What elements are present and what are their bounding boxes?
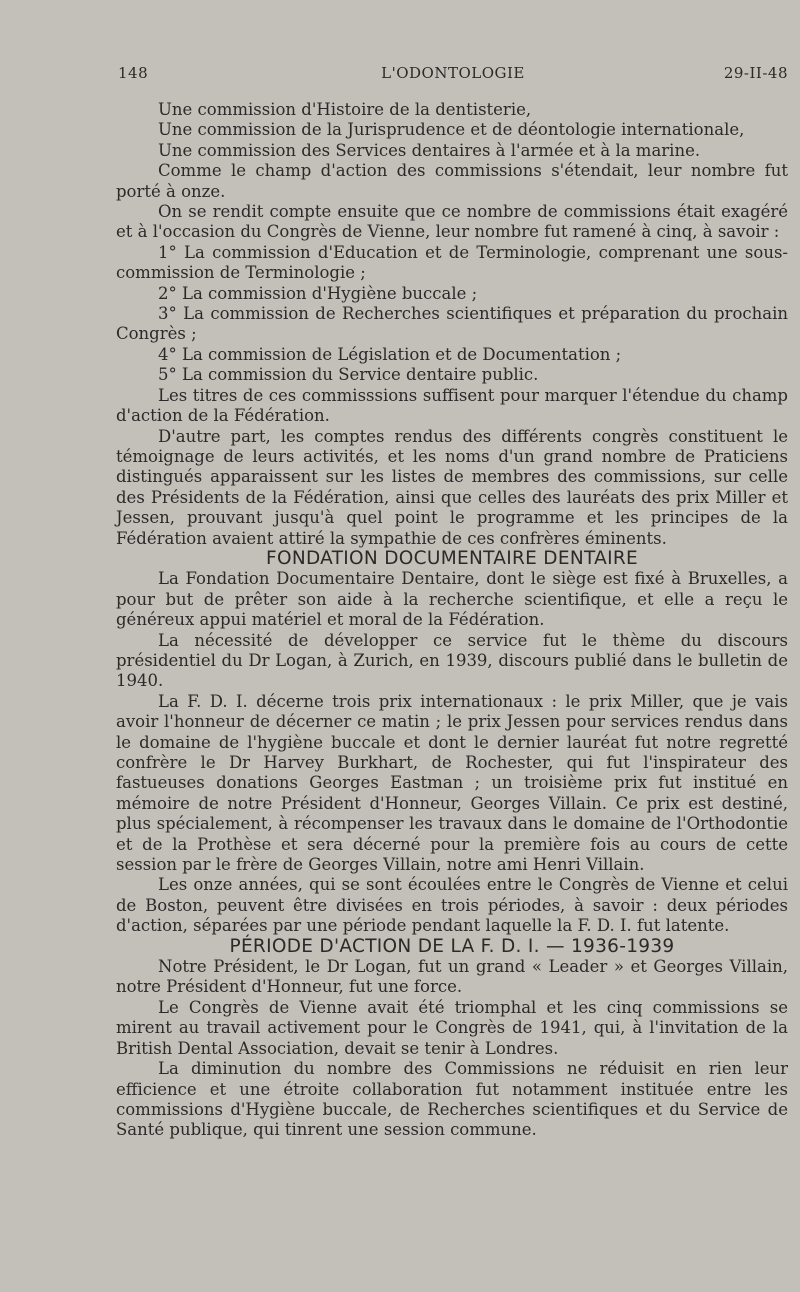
list-item: 1° La commission d'Education et de Terminologie, comprenant une sous-commission de Terminologie ; (116, 242, 788, 283)
body-text (116, 100, 788, 1141)
paragraph: On se rendit compte ensuite que ce nombre de commissions était exagéré et à l'occasion du Congrès de Vienne, leur nombre fut ramené à cinq, à savoir : (116, 202, 788, 242)
section-heading-periode: PÉRIODE D'ACTION DE LA F. D. I. — 1936-1939 (229, 935, 675, 957)
paragraph: Notre Président, le Dr Logan, fut un grand « Leader » et Georges Villain, notre Président d'Honneur, fut une force. (116, 957, 788, 997)
section-heading-fondation: FONDATION DOCUMENTAIRE DENTAIRE (266, 547, 638, 569)
page-number: 148 (118, 64, 149, 82)
list-item: 5° La commission du Service dentaire public. (158, 365, 539, 385)
issue-date: 29-II-48 (723, 64, 788, 82)
list-item: 3° La commission de Recherches scientifiques et préparation du prochain Congrès ; (116, 304, 788, 344)
paragraph: Une commission de la Jurisprudence et de déontologie internationale, (158, 120, 745, 140)
paragraph: La F. D. I. décerne trois prix internationaux : le prix Miller, que je vais avoir l'honneur de décerner ce matin ; le prix Jessen pour services rendus dans le domaine de l'hygiène buccale et dont le dernier lauréat fut notre regretté confrère le Dr Harvey Burkhart, de Rochester, qui fut l'inspirateur des fastueuses donations Georges Eastman ; un troisième prix fut institué en mémoire de notre Président d'Honneur, Georges Villain. Ce prix est destiné, plus spécialement, à récompenser les travaux dans le domaine de l'Orthodontie et de la Prothèse et sera décerné pour la première fois au cours de cette session par le frère de Georges Villain, notre ami Henri Villain. (116, 691, 788, 875)
paragraph: Le Congrès de Vienne avait été triomphal et les cinq commissions se mirent au travail activement pour le Congrès de 1941, qui, à l'invitation de la British Dental Association, devait se tenir à Londres. (116, 997, 788, 1058)
paragraph: Les titres de ces commisssions suffisent pour marquer l'étendue du champ d'action de la Fédération. (116, 385, 788, 426)
paragraph: Une commission d'Histoire de la dentisterie, (158, 100, 532, 119)
paragraph: La diminution du nombre des Commissions ne réduisit en rien leur efficience et une étroite collaboration fut notamment instituée entre les commissions d'Hygiène buccale, de Recherches scientifiques et du Service de Santé publique, qui tinrent une session commune. (116, 1059, 788, 1140)
journal-title: L'ODONTOLOGIE (381, 64, 525, 82)
paragraph: D'autre part, les comptes rendus des différents congrès constituent le témoignage de leurs activités, et les noms d'un grand nombre de Praticiens distingués apparaissent sur les listes de membres des commissions, sur celle des Présidents de la Fédération, ainsi que celles des lauréats des prix Miller et Jessen, prouvant jusqu'à quel point le programme et les principes de la Fédération avaient attiré la sympathie de ces confrères éminents. (116, 426, 788, 548)
paragraph: Comme le champ d'action des commissions s'étendait, leur nombre fut porté à onze. (116, 161, 788, 201)
list-item: 2° La commission d'Hygiène buccale ; (158, 283, 478, 303)
paragraph: La Fondation Documentaire Dentaire, dont le siège est fixé à Bruxelles, a pour but de prêter son aide à la recherche scientifique, et elle a reçu le généreux appui matériel et moral de la Fédération. (116, 569, 788, 630)
running-header (118, 64, 788, 86)
paragraph: Une commission des Services dentaires à l'armée et à la marine. (158, 140, 701, 160)
list-item: 4° La commission de Législation et de Documentation ; (158, 344, 622, 364)
paragraph: La nécessité de développer ce service fut le thème du discours présidentiel du Dr Logan, à Zurich, en 1939, discours publié dans le bulletin de 1940. (116, 630, 788, 691)
paragraph: Les onze années, qui se sont écoulées entre le Congrès de Vienne et celui de Boston, peuvent être divisées en trois périodes, à savoir : deux périodes d'action, séparées par une période pendant laquelle la F. D. I. fut latente. (116, 875, 788, 936)
